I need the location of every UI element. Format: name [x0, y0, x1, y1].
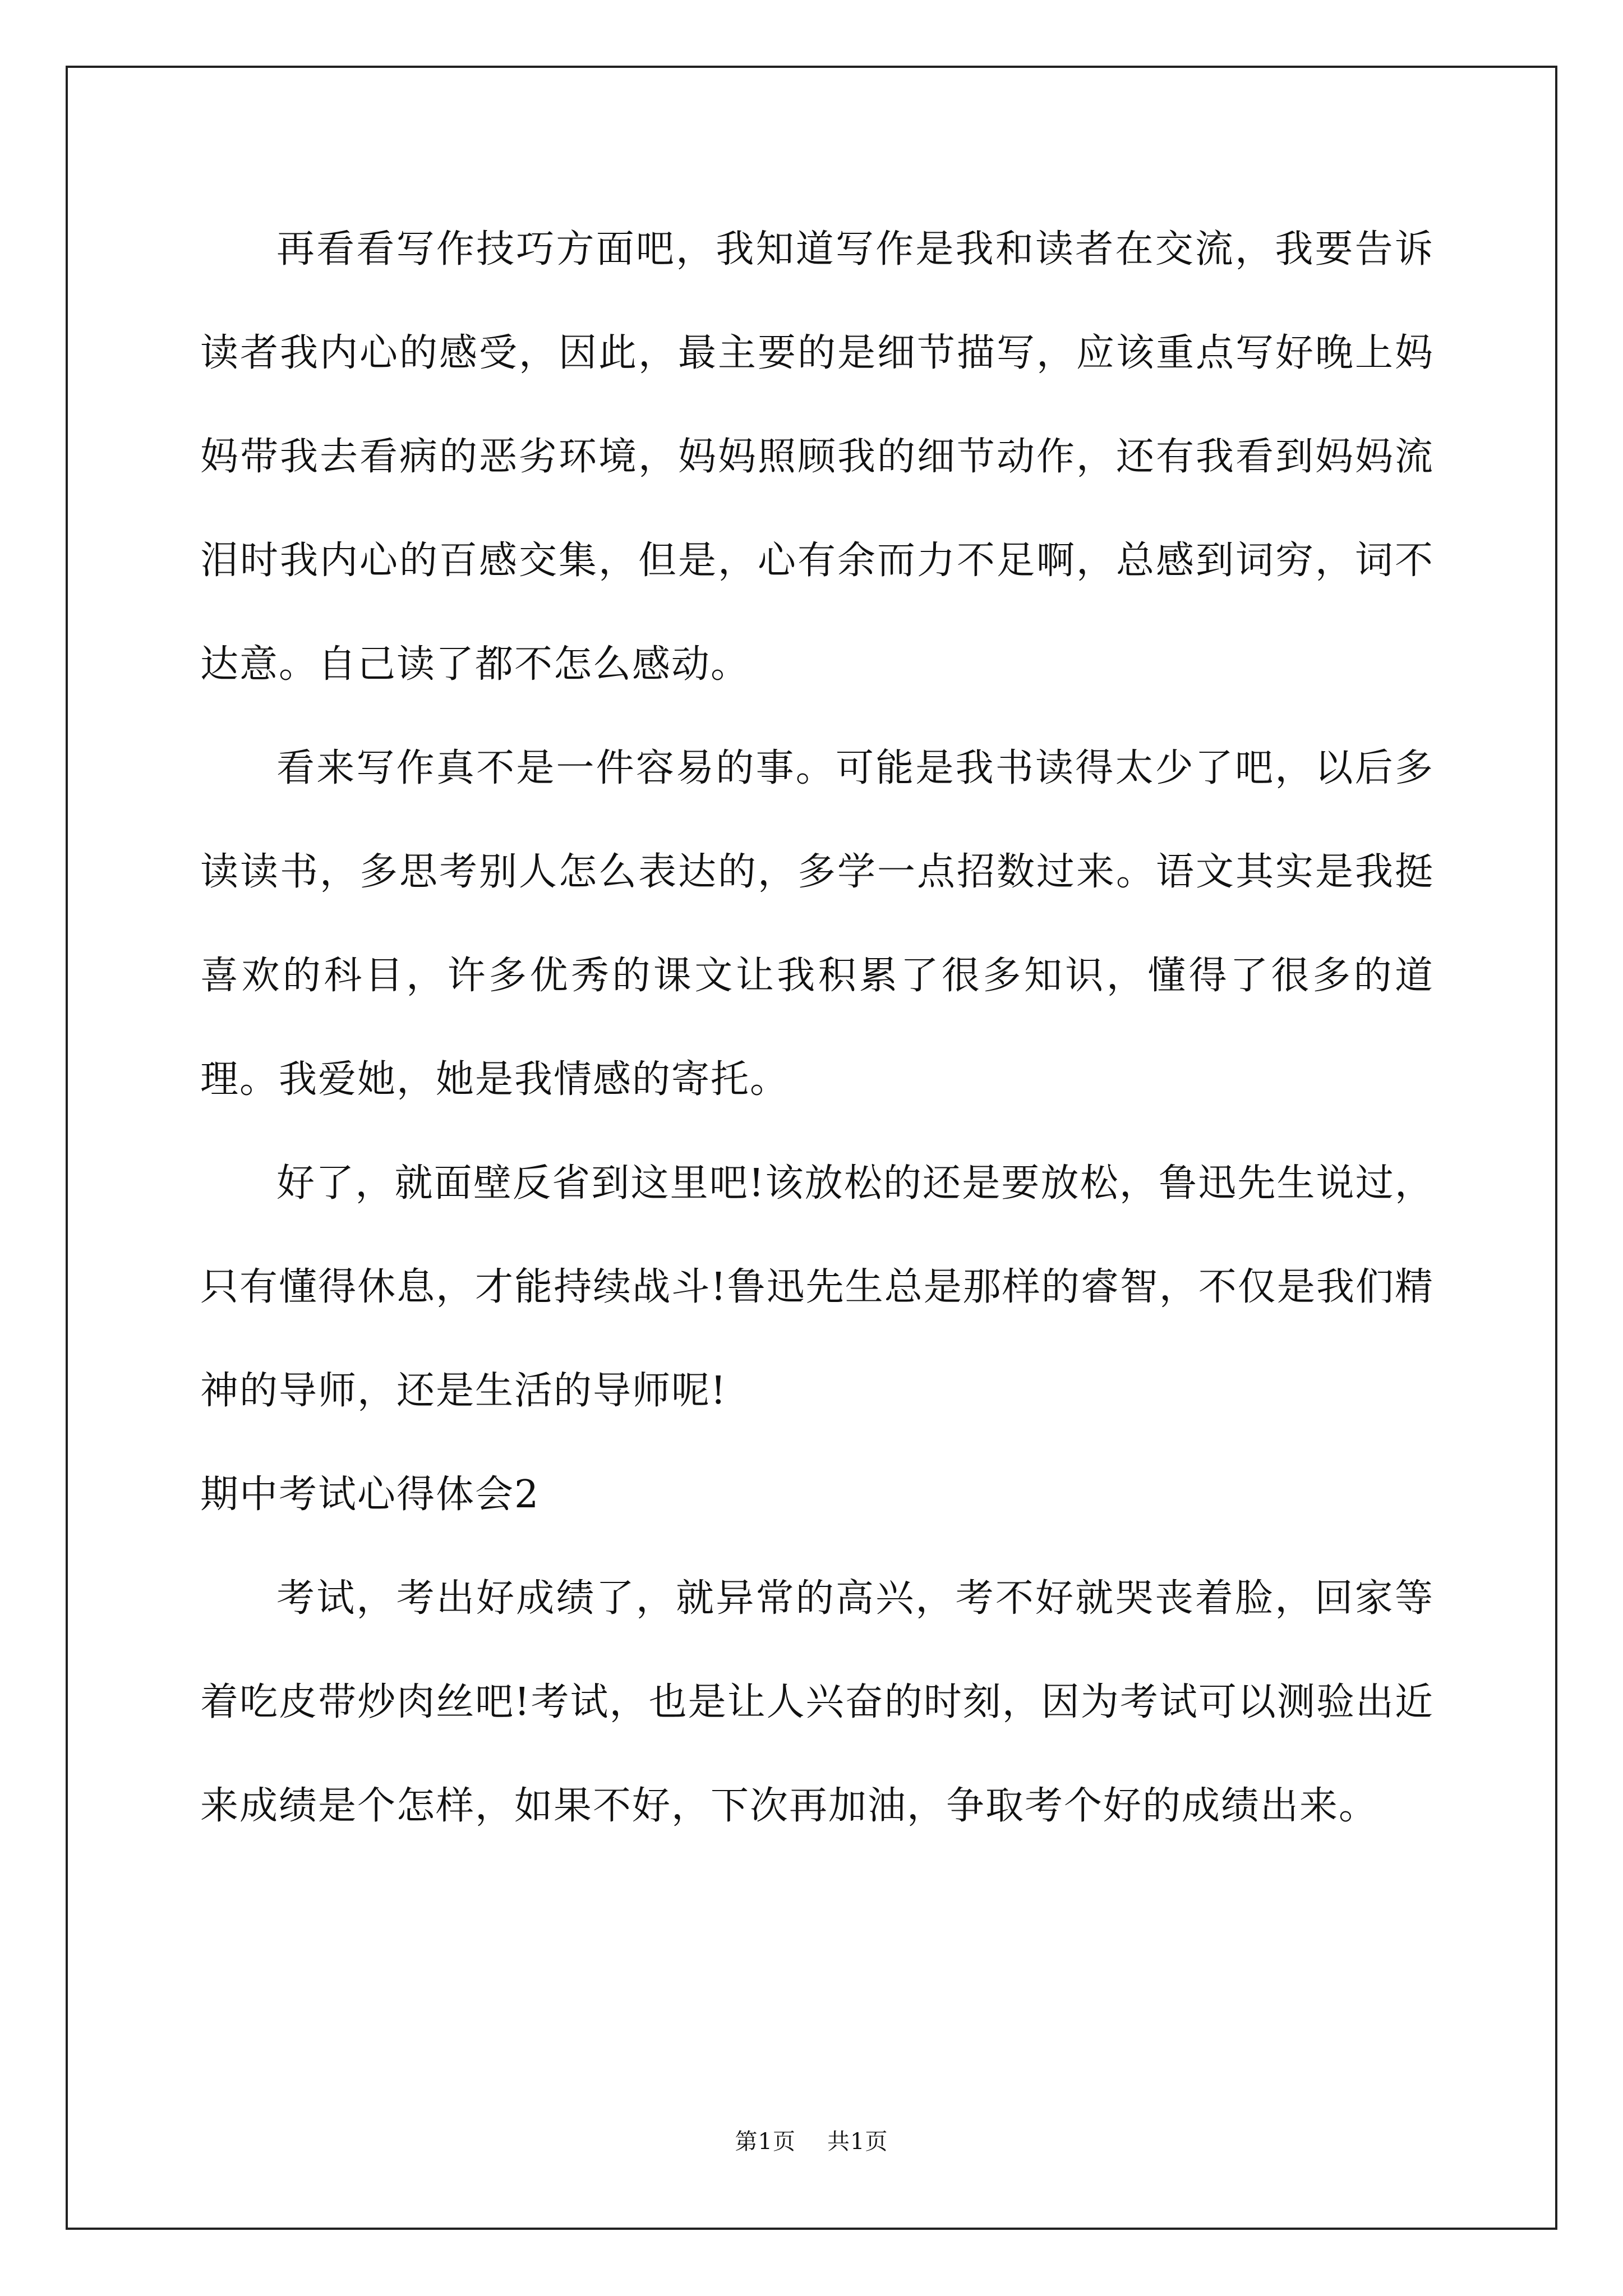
page-total: 共1页: [827, 2129, 888, 2155]
page-number: 第1页: [735, 2129, 796, 2155]
document-body: [200, 197, 1434, 1858]
section-heading: 期中考试心得体会2: [200, 1473, 540, 1517]
section-paragraph-1: 考试，考出好成绩了，就异常的高兴，考不好就哭丧着脸，回家等着吃皮带炒肉丝吧!考试，也是让人兴奋的时刻，因为考试可以测验出近来成绩是个怎样，如果不好，下次再加油，争取考个好的成绩出来。: [200, 1576, 1434, 1828]
page-footer: [0, 2124, 1623, 2156]
body-paragraph-3: 好了，就面壁反省到这里吧!该放松的还是要放松，鲁迅先生说过，只有懂得休息，才能持续战斗!鲁迅先生总是那样的睿智，不仅是我们精神的导师，还是生活的导师呢!: [200, 1161, 1434, 1413]
body-paragraph-2: 看来写作真不是一件容易的事。可能是我书读得太少了吧，以后多读读书，多思考别人怎么表达的，多学一点招数过来。语文其实是我挺喜欢的科目，许多优秀的课文让我积累了很多知识，懂得了很多的道理。我爱她，她是我情感的寄托。: [200, 746, 1434, 1102]
body-paragraph-1: 再看看写作技巧方面吧，我知道写作是我和读者在交流，我要告诉读者我内心的感受，因此，最主要的是细节描写，应该重点写好晚上妈妈带我去看病的恶劣环境，妈妈照顾我的细节动作，还有我看到妈妈流泪时我内心的百感交集，但是，心有余而力不足啊，总感到词穷，词不达意。自己读了都不怎么感动。: [200, 227, 1434, 687]
